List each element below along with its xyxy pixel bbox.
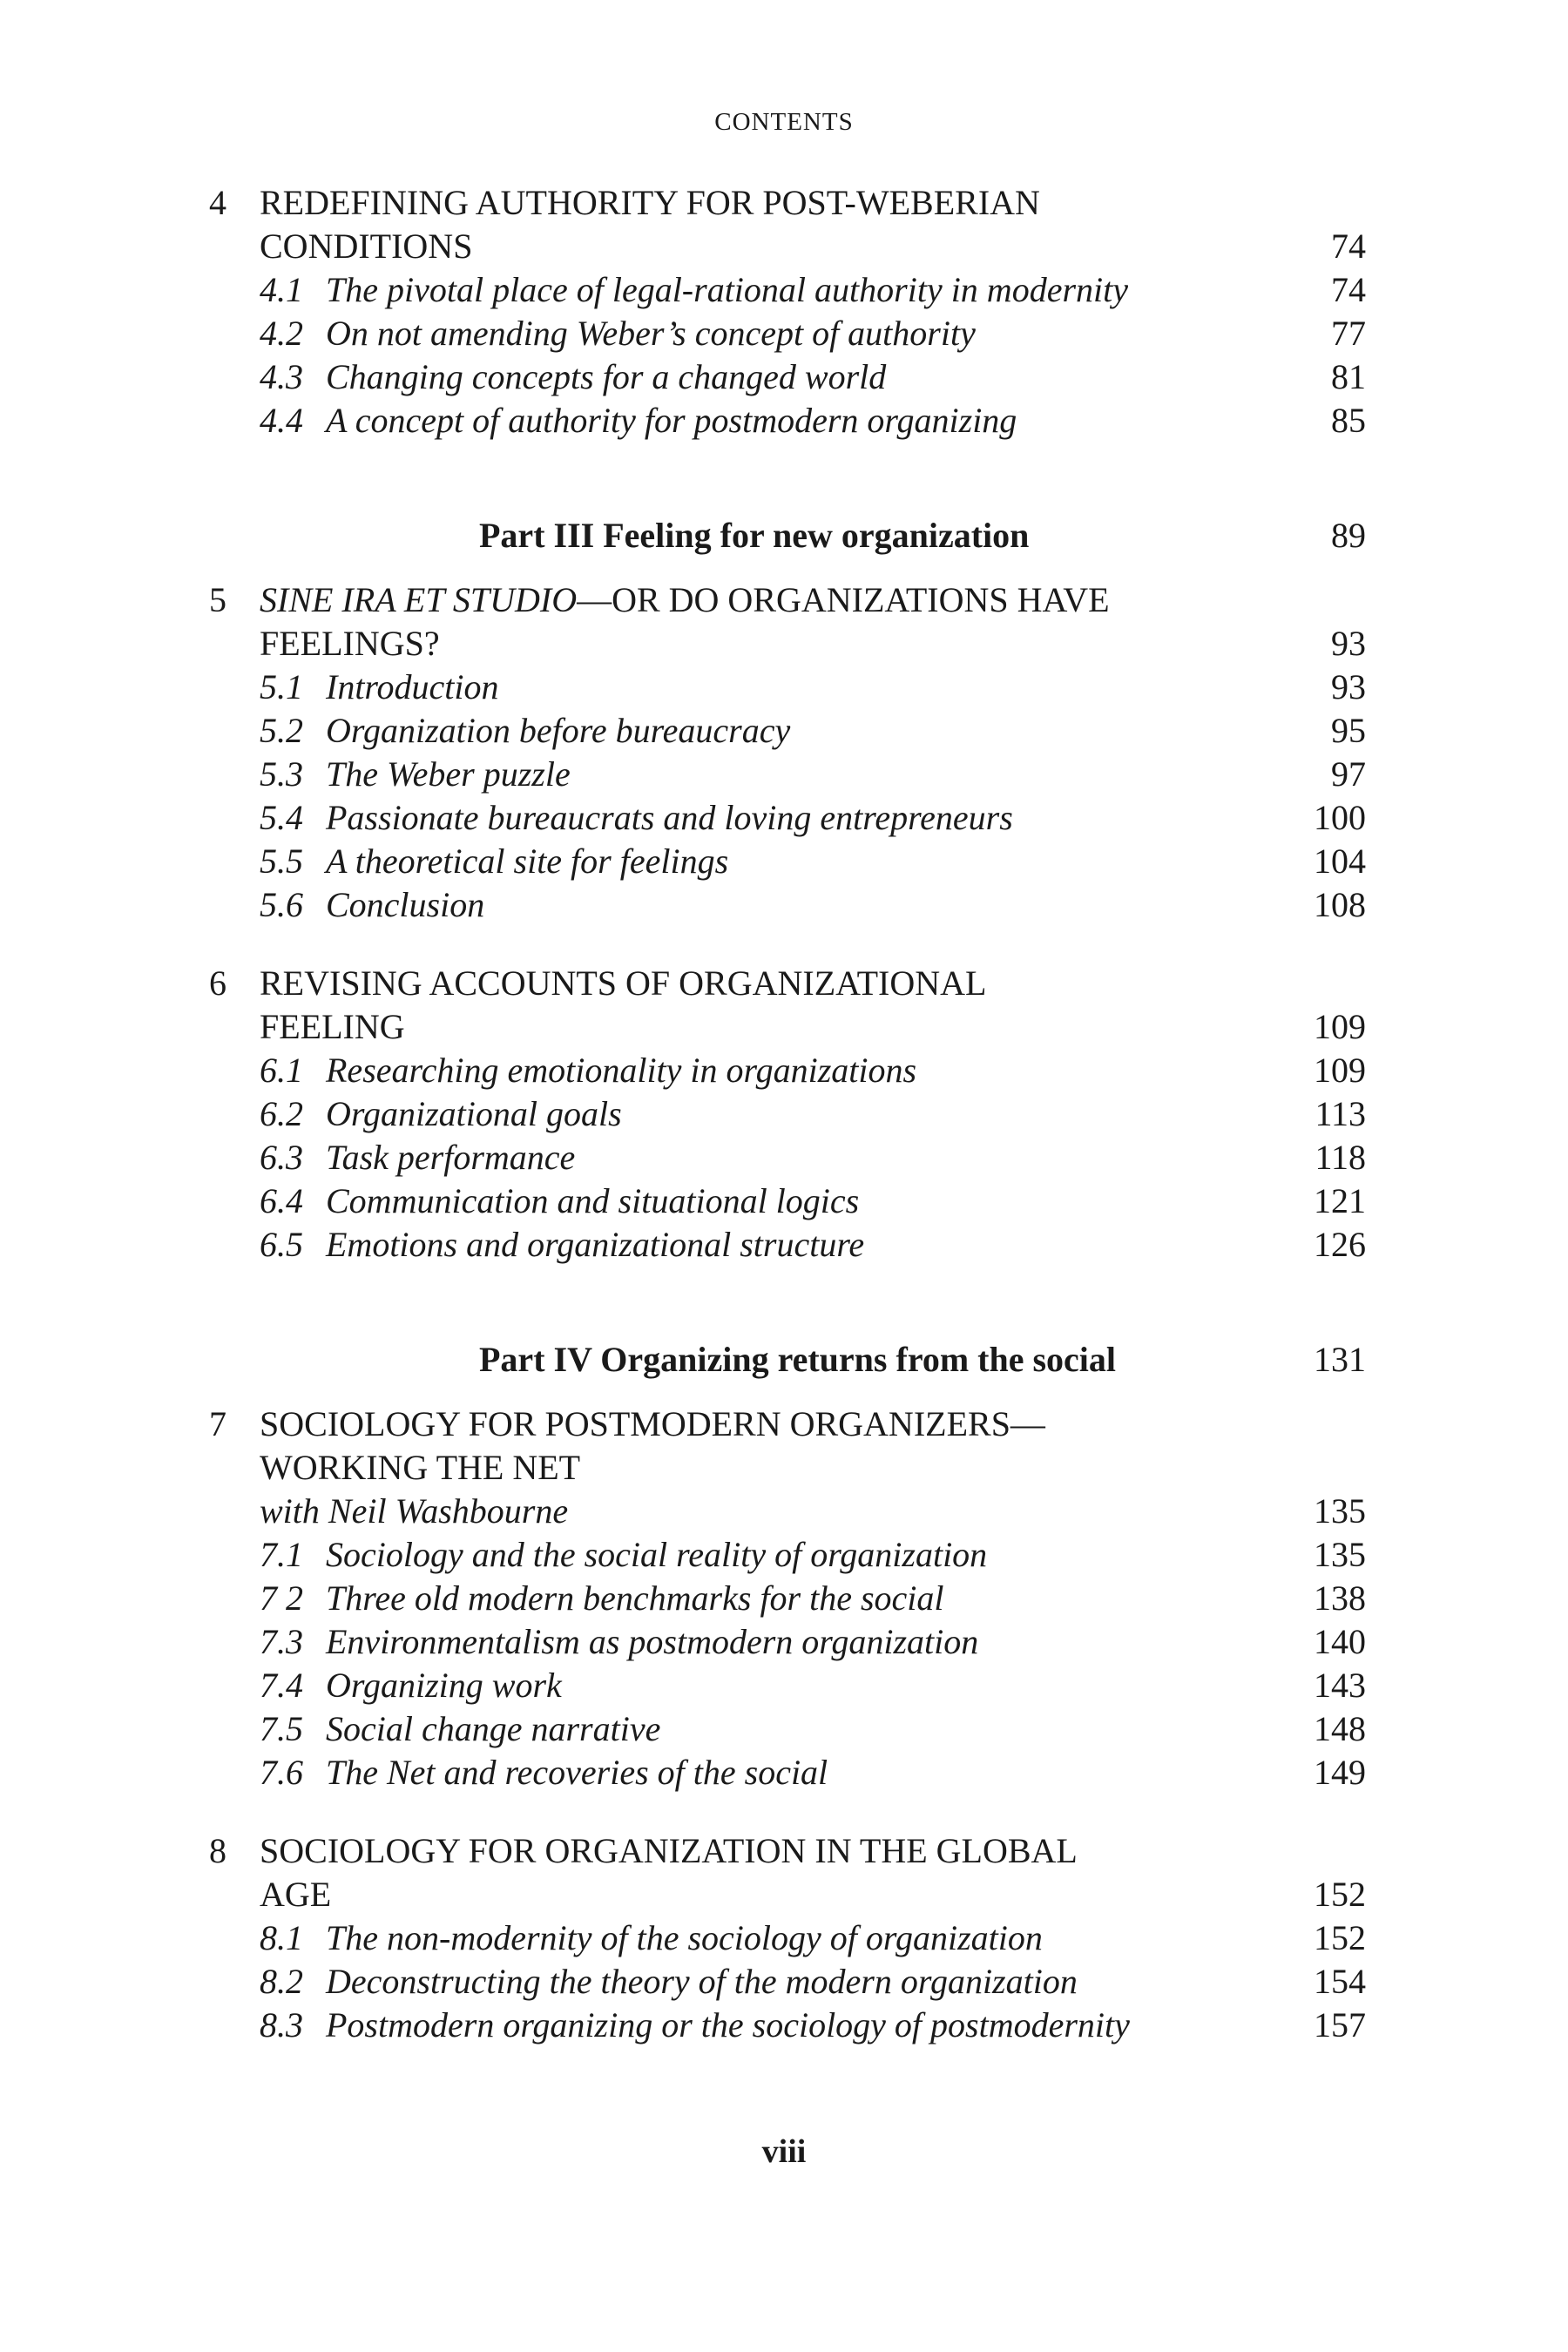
section-title: Changing concepts for a changed world bbox=[326, 357, 887, 396]
page-number: 108 bbox=[1314, 885, 1366, 924]
section-title: Introduction bbox=[326, 667, 499, 706]
page-number: 131 bbox=[1314, 1340, 1366, 1379]
chapter-4-heading-cont bbox=[0, 225, 1568, 268]
section-number: 7.5 bbox=[260, 1709, 303, 1748]
section-entry bbox=[0, 753, 1568, 796]
folio-page-number: viii bbox=[761, 2133, 807, 2170]
chapter-number: 8 bbox=[209, 1831, 226, 1870]
section-entry bbox=[0, 883, 1568, 927]
section-title: Three old modern benchmarks for the social bbox=[326, 1578, 944, 1618]
page-number: 126 bbox=[1314, 1225, 1366, 1264]
section-number: 6.4 bbox=[260, 1181, 303, 1220]
section-entry bbox=[0, 1620, 1568, 1664]
chapter-7-byline bbox=[0, 1490, 1568, 1533]
section-title: Researching emotionality in organizations bbox=[326, 1051, 917, 1090]
running-head: CONTENTS bbox=[714, 108, 854, 136]
section-title: Passionate bureaucrats and loving entrepreneurs bbox=[326, 798, 1013, 837]
page-number: 109 bbox=[1314, 1007, 1366, 1046]
section-title: The Net and recoveries of the social bbox=[326, 1753, 828, 1792]
page-number: 89 bbox=[1331, 516, 1366, 555]
section-number: 8.1 bbox=[260, 1918, 303, 1957]
section-number: 6.5 bbox=[260, 1225, 303, 1264]
section-number: 6.2 bbox=[260, 1094, 303, 1133]
section-entry bbox=[0, 355, 1568, 399]
section-entry bbox=[0, 1092, 1568, 1136]
page-number: 143 bbox=[1314, 1666, 1366, 1705]
page-number: 104 bbox=[1314, 841, 1366, 881]
table-of-contents bbox=[0, 181, 1568, 2047]
section-title: Organizational goals bbox=[326, 1094, 622, 1133]
section-number: 7 2 bbox=[260, 1578, 303, 1618]
section-title: Emotions and organizational structure bbox=[326, 1225, 865, 1264]
section-entry bbox=[0, 1751, 1568, 1794]
section-title: On not amending Weber’s concept of authority bbox=[326, 314, 976, 353]
chapter-title: WORKING THE NET bbox=[260, 1448, 581, 1487]
page-number: 121 bbox=[1314, 1181, 1366, 1220]
page-number: 157 bbox=[1314, 2005, 1366, 2044]
section-number: 7.4 bbox=[260, 1666, 303, 1705]
page-number: 109 bbox=[1314, 1051, 1366, 1090]
section-entry bbox=[0, 796, 1568, 840]
chapter-title: CONDITIONS bbox=[260, 226, 473, 266]
page-number: 93 bbox=[1331, 667, 1366, 706]
chapter-title-italic: SINE IRA ET STUDIO bbox=[260, 580, 578, 619]
section-number: 5.4 bbox=[260, 798, 303, 837]
chapter-7-heading-cont bbox=[0, 1446, 1568, 1490]
section-title: Communication and situational logics bbox=[326, 1181, 860, 1220]
section-entry bbox=[0, 2004, 1568, 2047]
chapter-8-heading bbox=[0, 1829, 1568, 1873]
section-title: A theoretical site for feelings bbox=[326, 841, 729, 881]
part-title: Part IV Organizing returns from the social bbox=[479, 1340, 1117, 1379]
section-number: 5.6 bbox=[260, 885, 303, 924]
chapter-7-heading bbox=[0, 1402, 1568, 1446]
page-number: 154 bbox=[1314, 1962, 1366, 2001]
part-3-heading bbox=[0, 514, 1568, 558]
chapter-8-heading-cont bbox=[0, 1873, 1568, 1916]
section-entry bbox=[0, 709, 1568, 753]
page-number: 152 bbox=[1314, 1875, 1366, 1914]
section-number: 4.1 bbox=[260, 270, 303, 309]
page-number: 135 bbox=[1314, 1491, 1366, 1531]
page-number: 93 bbox=[1331, 624, 1366, 663]
chapter-title: SOCIOLOGY FOR POSTMODERN ORGANIZERS— bbox=[260, 1404, 1045, 1443]
page-number: 74 bbox=[1331, 270, 1366, 309]
section-number: 5.3 bbox=[260, 754, 303, 794]
section-title: Deconstructing the theory of the modern organization bbox=[326, 1962, 1078, 2001]
section-entry bbox=[0, 1179, 1568, 1223]
page-number: 113 bbox=[1315, 1094, 1366, 1133]
section-number: 6.1 bbox=[260, 1051, 303, 1090]
section-entry bbox=[0, 1707, 1568, 1751]
chapter-title: REVISING ACCOUNTS OF ORGANIZATIONAL bbox=[260, 963, 987, 1003]
section-number: 4.4 bbox=[260, 401, 303, 440]
section-number: 7.6 bbox=[260, 1753, 303, 1792]
page-number: 118 bbox=[1315, 1138, 1366, 1177]
section-number: 7.1 bbox=[260, 1535, 303, 1574]
section-entry bbox=[0, 399, 1568, 443]
chapter-title: SOCIOLOGY FOR ORGANIZATION IN THE GLOBAL bbox=[260, 1831, 1078, 1870]
section-number: 5.2 bbox=[260, 711, 303, 750]
section-title: The pivotal place of legal-rational authority in modernity bbox=[326, 270, 1128, 309]
chapter-title-rest: —OR DO ORGANIZATIONS HAVE bbox=[577, 580, 1110, 619]
page-number: 97 bbox=[1331, 754, 1366, 794]
page-number: 85 bbox=[1331, 401, 1366, 440]
chapter-number: 4 bbox=[209, 183, 226, 222]
chapter-title: AGE bbox=[260, 1875, 332, 1914]
section-number: 7.3 bbox=[260, 1622, 303, 1661]
page-number: 135 bbox=[1314, 1535, 1366, 1574]
page-number: 148 bbox=[1314, 1709, 1366, 1748]
part-4-heading bbox=[0, 1338, 1568, 1382]
section-entry bbox=[0, 1960, 1568, 2004]
chapter-title: FEELING bbox=[260, 1007, 405, 1046]
section-entry bbox=[0, 666, 1568, 709]
chapter-byline: with Neil Washbourne bbox=[260, 1491, 569, 1531]
chapter-number: 5 bbox=[209, 580, 226, 619]
chapter-6-heading-cont bbox=[0, 1005, 1568, 1049]
section-entry bbox=[0, 1533, 1568, 1577]
section-entry bbox=[0, 840, 1568, 883]
section-title: Organizing work bbox=[326, 1666, 562, 1705]
section-title: Conclusion bbox=[326, 885, 485, 924]
page-number: 81 bbox=[1331, 357, 1366, 396]
section-entry bbox=[0, 312, 1568, 355]
section-number: 4.2 bbox=[260, 314, 303, 353]
chapter-title: REDEFINING AUTHORITY FOR POST-WEBERIAN bbox=[260, 183, 1040, 222]
page-number: 100 bbox=[1314, 798, 1366, 837]
section-entry bbox=[0, 1136, 1568, 1179]
page-number: 152 bbox=[1314, 1918, 1366, 1957]
section-entry bbox=[0, 1577, 1568, 1620]
section-title: Task performance bbox=[326, 1138, 576, 1177]
page-number: 74 bbox=[1331, 226, 1366, 266]
chapter-title: FEELINGS? bbox=[260, 624, 440, 663]
section-number: 8.2 bbox=[260, 1962, 303, 2001]
chapter-5-heading bbox=[0, 578, 1568, 622]
part-title: Part III Feeling for new organization bbox=[479, 516, 1030, 555]
page-number: 95 bbox=[1331, 711, 1366, 750]
section-number: 6.3 bbox=[260, 1138, 303, 1177]
section-entry bbox=[0, 1049, 1568, 1092]
page-number: 138 bbox=[1314, 1578, 1366, 1618]
section-entry bbox=[0, 1664, 1568, 1707]
chapter-4-heading bbox=[0, 181, 1568, 225]
section-entry bbox=[0, 1223, 1568, 1267]
section-title: Environmentalism as postmodern organization bbox=[326, 1622, 979, 1661]
section-number: 8.3 bbox=[260, 2005, 303, 2044]
section-title: A concept of authority for postmodern organizing bbox=[326, 401, 1017, 440]
section-title: Social change narrative bbox=[326, 1709, 661, 1748]
section-entry bbox=[0, 268, 1568, 312]
chapter-number: 7 bbox=[209, 1404, 226, 1443]
section-title: Sociology and the social reality of organization bbox=[326, 1535, 988, 1574]
chapter-title bbox=[260, 578, 1110, 622]
section-entry bbox=[0, 1916, 1568, 1960]
section-number: 5.1 bbox=[260, 667, 303, 706]
chapter-5-heading-cont bbox=[0, 622, 1568, 666]
section-title: The non-modernity of the sociology of organization bbox=[326, 1918, 1043, 1957]
page-number: 77 bbox=[1331, 314, 1366, 353]
section-title: Organization before bureaucracy bbox=[326, 711, 791, 750]
chapter-number: 6 bbox=[209, 963, 226, 1003]
section-number: 5.5 bbox=[260, 841, 303, 881]
section-title: The Weber puzzle bbox=[326, 754, 571, 794]
section-number: 4.3 bbox=[260, 357, 303, 396]
section-title: Postmodern organizing or the sociology of postmodernity bbox=[326, 2005, 1130, 2044]
page-number: 140 bbox=[1314, 1622, 1366, 1661]
chapter-6-heading bbox=[0, 962, 1568, 1005]
page-number: 149 bbox=[1314, 1753, 1366, 1792]
